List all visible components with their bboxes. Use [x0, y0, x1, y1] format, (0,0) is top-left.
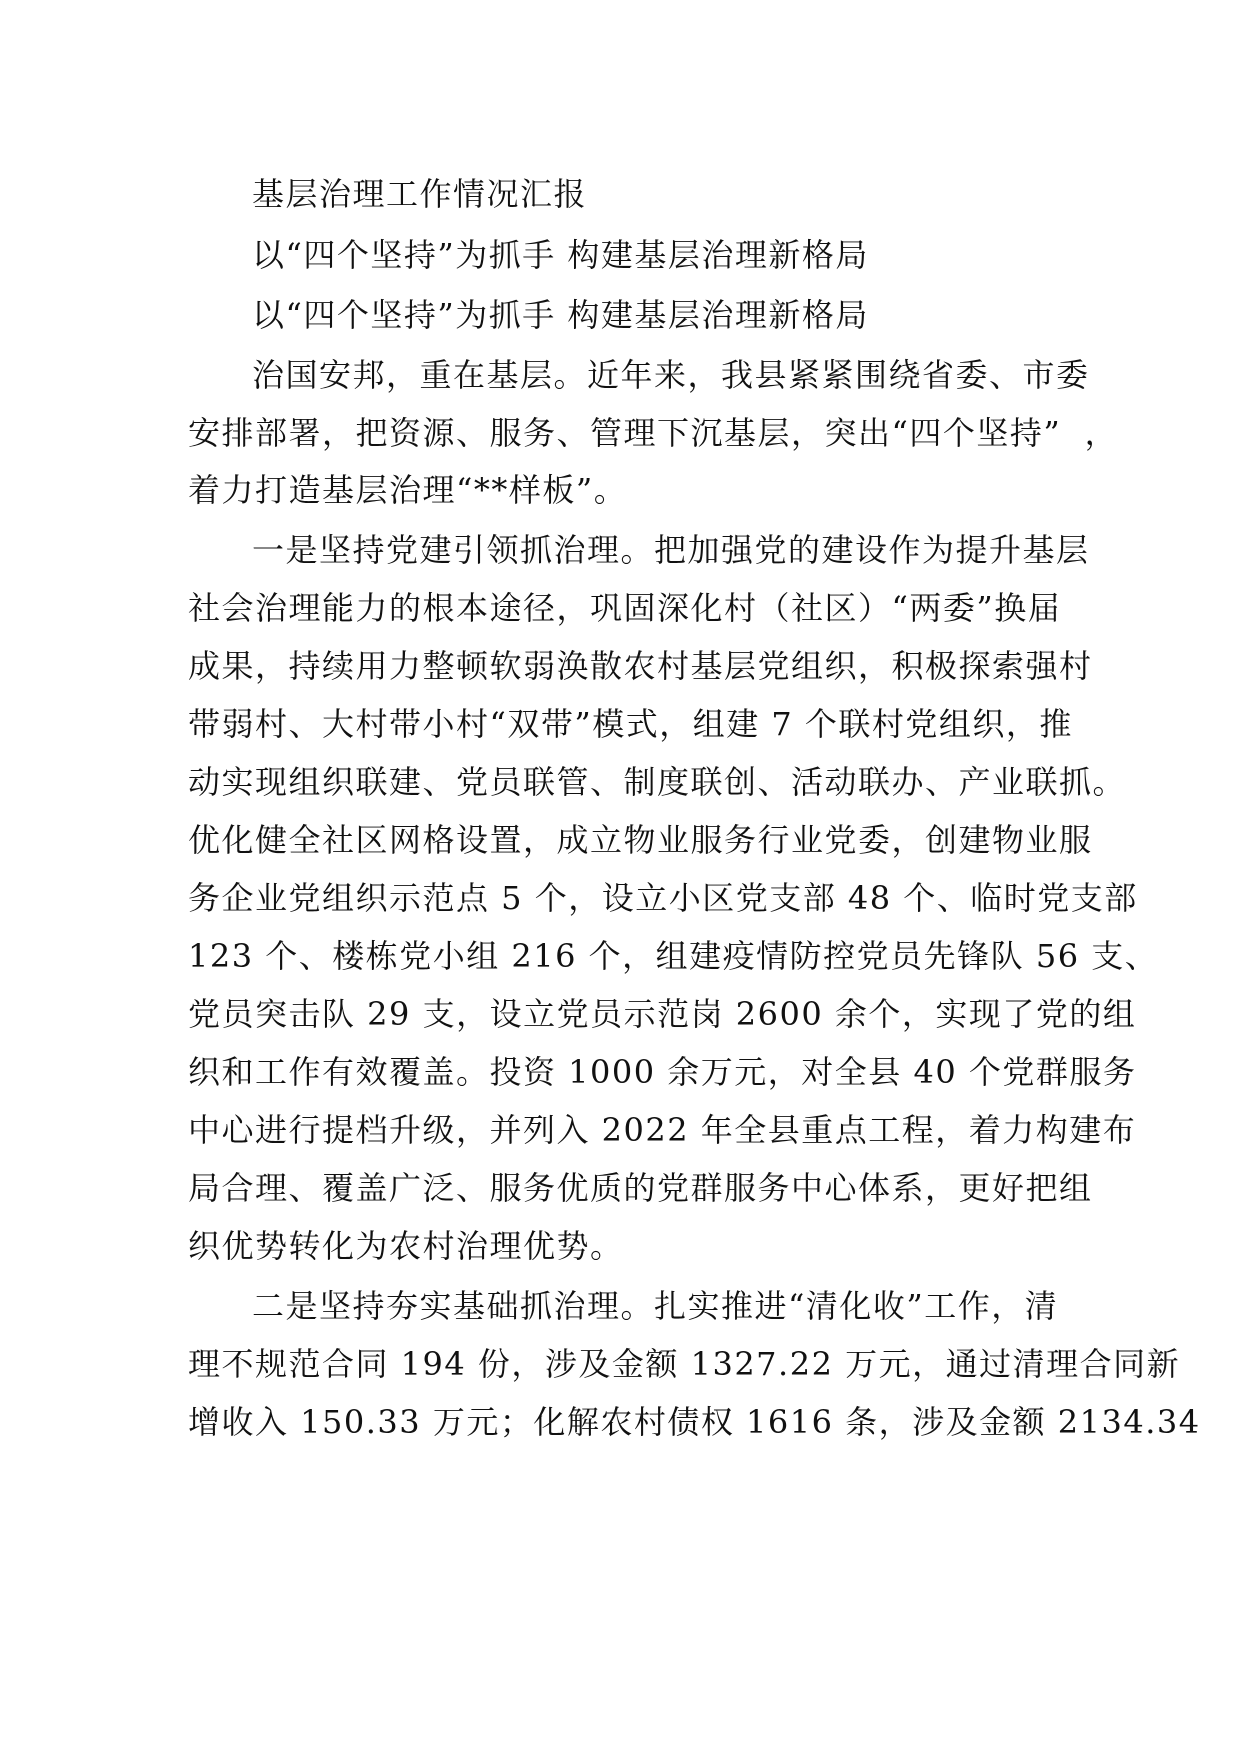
intro-line: 着力打造基层治理“**样板”。	[188, 471, 628, 509]
section1-line: 织优势转化为农村治理优势。	[188, 1227, 624, 1265]
document-subtitle: 以“四个坚持”为抓手 构建基层治理新格局	[252, 236, 869, 274]
document-title: 基层治理工作情况汇报	[252, 175, 588, 213]
section1-line: 务企业党组织示范点 5 个，设立小区党支部 48 个、临时党支部	[188, 879, 1138, 917]
section1-line: 123 个、楼栋党小组 216 个，组建疫情防控党员先锋队 56 支、	[188, 937, 1159, 975]
section1-line: 带弱村、大村带小村“双带”模式，组建 7 个联村党组织，推	[188, 705, 1073, 743]
document-subtitle-repeat: 以“四个坚持”为抓手 构建基层治理新格局	[252, 296, 869, 334]
section1-line: 成果，持续用力整顿软弱涣散农村基层党组织，积极探索强村	[188, 647, 1093, 685]
section1-line: 动实现组织联建、党员联管、制度联创、活动联办、产业联抓。	[188, 763, 1127, 801]
intro-line: 安排部署，把资源、服务、管理下沉基层，突出“四个坚持” ，	[188, 414, 1119, 452]
section2-line: 理不规范合同 194 份，涉及金额 1327.22 万元，通过清理合同新	[188, 1345, 1181, 1383]
section1-line: 局合理、覆盖广泛、服务优质的党群服务中心体系，更好把组	[188, 1169, 1093, 1207]
section1-line: 中心进行提档升级，并列入 2022 年全县重点工程，着力构建布	[188, 1111, 1137, 1149]
section1-line: 社会治理能力的根本途径，巩固深化村（社区）“两委”换届	[188, 589, 1062, 627]
section2-line: 增收入 150.33 万元；化解农村债权 1616 条，涉及金额 2134.34	[188, 1403, 1201, 1441]
section1-line: 优化健全社区网格设置，成立物业服务行业党委，创建物业服	[188, 821, 1093, 859]
intro-line: 治国安邦，重在基层。近年来，我县紧紧围绕省委、市委	[252, 356, 1090, 394]
section1-line: 一是坚持党建引领抓治理。把加强党的建设作为提升基层	[252, 531, 1090, 569]
section2-line: 二是坚持夯实基础抓治理。扎实推进“清化收”工作，清	[252, 1287, 1059, 1325]
section1-line: 党员突击队 29 支，设立党员示范岗 2600 余个，实现了党的组	[188, 995, 1137, 1033]
section1-line: 织和工作有效覆盖。投资 1000 余万元，对全县 40 个党群服务	[188, 1053, 1137, 1091]
